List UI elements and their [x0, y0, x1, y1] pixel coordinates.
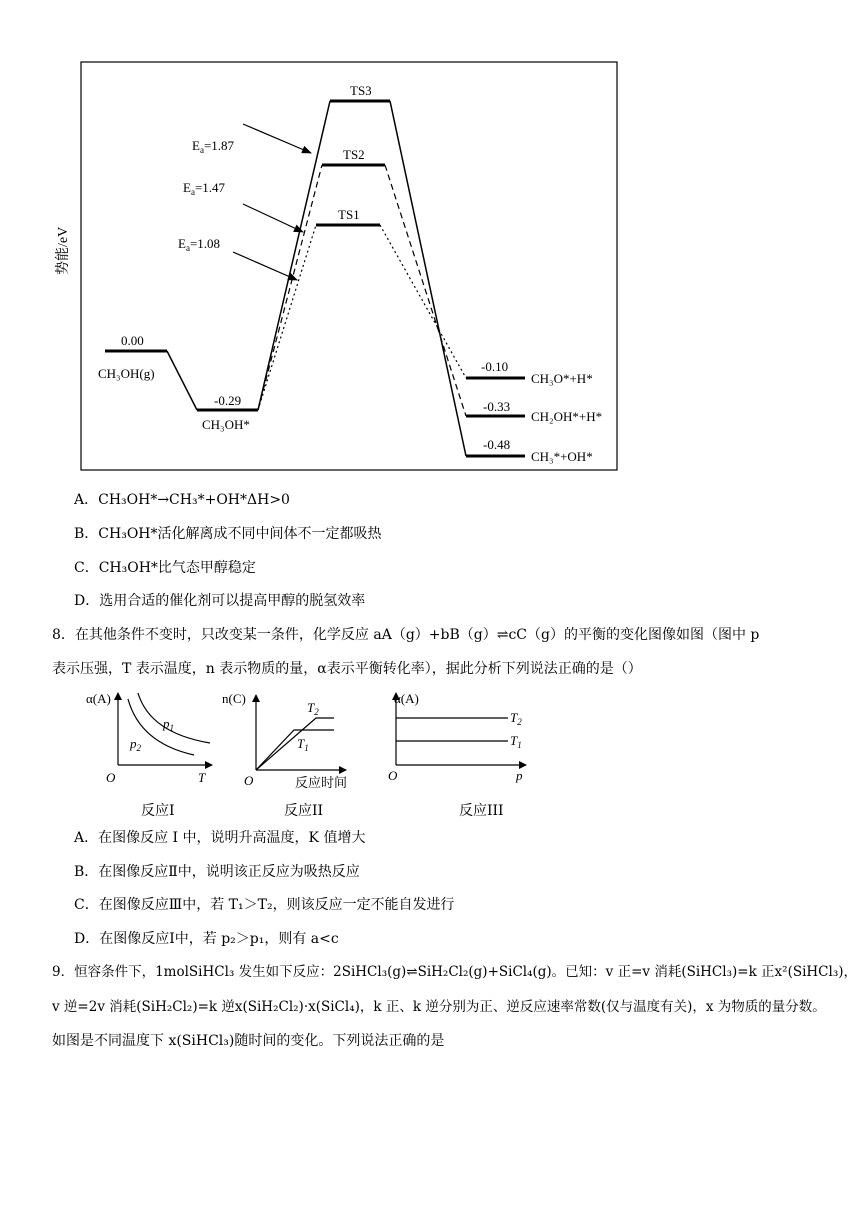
value-label: 0.00: [121, 333, 144, 348]
q8-graphs: [0, 685, 860, 820]
ts-label: TS2: [343, 147, 365, 162]
q7-option-a: A．CH₃OH*→CH₃*+OH*ΔH>0: [74, 492, 290, 508]
q8-option-d: D．在图像反应Ⅰ中，若 p₂＞p₁，则有 a<c: [74, 931, 339, 947]
ts-label: TS3: [350, 83, 372, 98]
svg-text:n(C): n(C): [222, 691, 246, 706]
q8-option-b: B．在图像反应Ⅱ中，说明该正反应为吸热反应: [74, 864, 360, 880]
y-axis-label: 势能/eV: [56, 226, 71, 275]
q9-stem-line1: 9．恒容条件下，1molSiHCl₃ 发生如下反应：2SiHCl₃(g)⇌SiH₂Cl₂(g)+SiCl₄(g)。已知：v 正=v 消耗(SiHCl₃)=k 正x²(SiHCl₃)，: [52, 964, 858, 980]
svg-text:α(A): α(A): [86, 691, 111, 706]
path-ts3-up: [258, 101, 330, 410]
q8-stem-line1: 8．在其他条件不变时，只改变某一条件，化学反应 aA（g）+bB（g）⇌cC（g）的平衡的变化图像如图（图中 p: [52, 627, 760, 643]
svg-text:T1: $T_1$: [297, 736, 309, 753]
ea-label: $E_a=1.87$: [192, 138, 235, 155]
svg-text:p2: $p_2$: [130, 736, 141, 753]
q8-option-c: C．在图像反应Ⅲ中，若 T₁＞T₂，则该反应一定不能自发进行: [74, 897, 455, 913]
caption-reaction-1: 反应I: [141, 803, 175, 819]
species-label: CH₃OH(g): [98, 366, 155, 381]
ts-label: TS1: [338, 207, 360, 222]
q7-option-d: D．选用合适的催化剂可以提高甲醇的脱氢效率: [74, 593, 366, 609]
path-ts2-down: [385, 165, 466, 416]
ea-label: $E_a=1.08$: [178, 236, 221, 253]
species-label: CH₃OH*: [202, 417, 250, 432]
energy-diagram: [0, 0, 860, 480]
q9-stem-line2: v 逆=2v 消耗(SiH₂Cl₂)=k 逆x(SiH₂Cl₂)·x(SiCl₄)，k 正、k 逆分别为正、逆反应速率常数(仅与温度有关)，x 为物质的量分数。: [52, 999, 826, 1015]
svg-text:T1: $T_1$: [510, 733, 522, 750]
value-label: -0.48: [483, 437, 511, 452]
svg-text:反应时间: 反应时间: [295, 775, 348, 790]
q8-stem-line2: 表示压强，T 表示温度，n 表示物质的量，α表示平衡转化率），据此分析下列说法正确的是（）: [52, 661, 642, 677]
species-label: CH₃*+OH*: [531, 449, 593, 464]
svg-text:p1: $p_1$: [163, 716, 174, 733]
graph-reaction-2: [222, 691, 347, 790]
q7-option-c: C．CH₃OH*比气态甲醇稳定: [74, 560, 256, 576]
graph-reaction-3: [388, 691, 526, 783]
species-label: CH₃O*+H*: [531, 371, 593, 386]
path-ts1-up: [258, 225, 316, 410]
value-label: -0.10: [481, 359, 509, 374]
q8-option-a: A．在图像反应 I 中，说明升高温度，K 值增大: [74, 830, 366, 846]
path-ts3-down: [390, 101, 466, 456]
ea-label: $E_a=1.47$: [183, 180, 226, 197]
value-label: -0.29: [214, 393, 242, 408]
svg-text:T2: $T_2$: [510, 710, 522, 727]
svg-text:O: O: [106, 770, 116, 785]
svg-text:O: O: [244, 773, 254, 788]
graph-reaction-1: [86, 691, 212, 785]
path-ts2-up: [258, 165, 322, 410]
caption-reaction-2: 反应II: [284, 803, 324, 819]
svg-text:α(A): α(A): [394, 691, 419, 706]
path-ts1-down: [380, 225, 466, 378]
value-label: -0.33: [483, 399, 511, 414]
q9-stem-line3: 如图是不同温度下 x(SiHCl₃)随时间的变化。下列说法正确的是: [52, 1033, 445, 1049]
svg-text:T: T: [198, 770, 206, 785]
svg-text:O: O: [388, 768, 398, 783]
svg-text:T2: $T_2$: [307, 700, 319, 717]
species-label: CH₂OH*+H*: [531, 409, 603, 424]
caption-reaction-3: 反应III: [459, 803, 504, 819]
q7-option-b: B．CH₃OH*活化解离成不同中间体不一定都吸热: [74, 526, 382, 542]
svg-text:p: p: [516, 768, 523, 783]
